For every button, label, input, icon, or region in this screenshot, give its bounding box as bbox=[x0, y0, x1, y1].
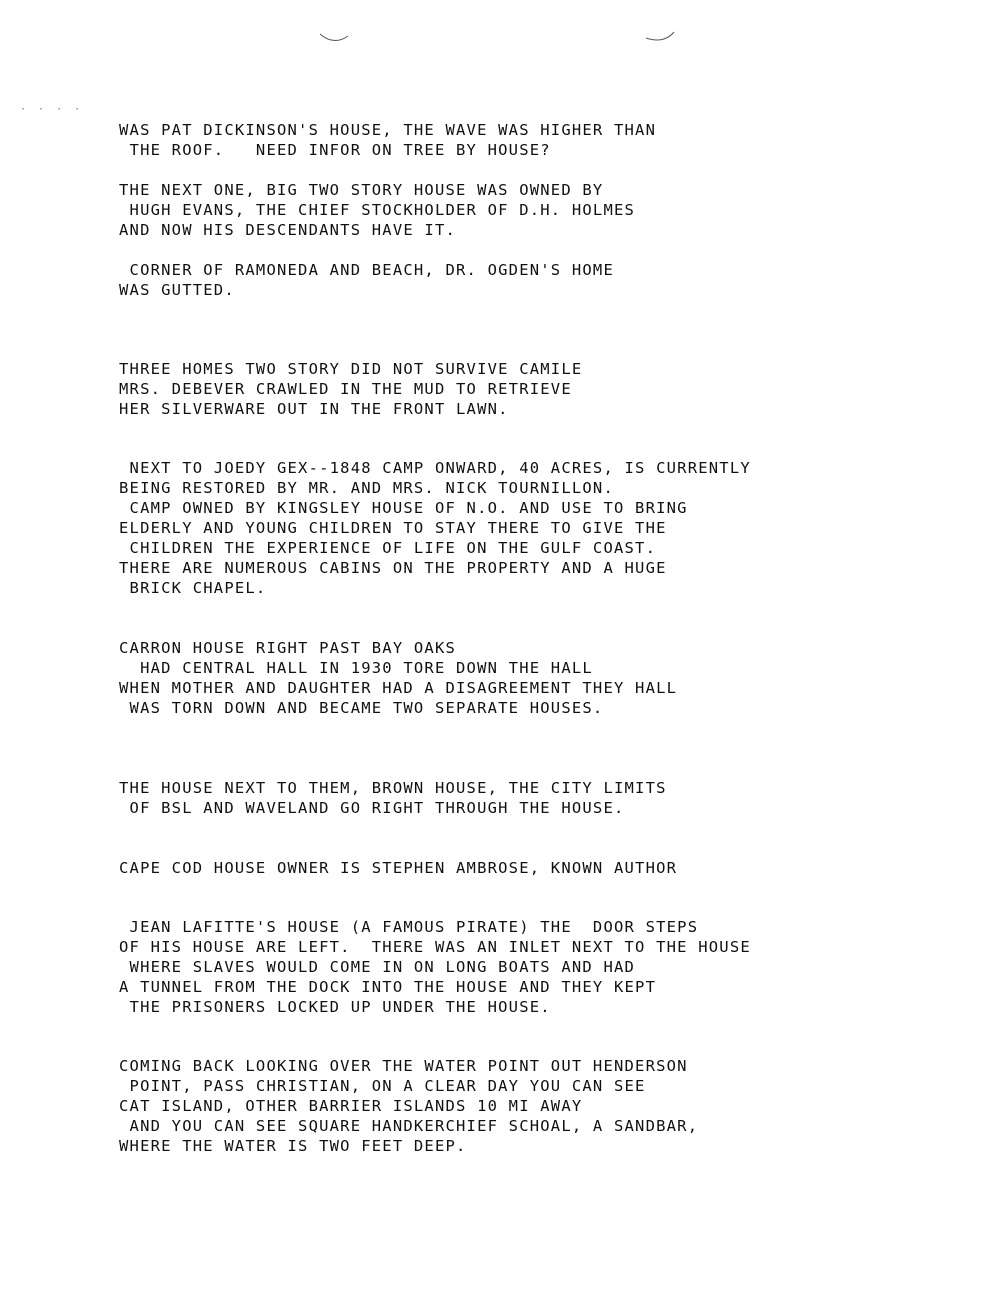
punch-hole-mark-left bbox=[318, 30, 350, 46]
text-line: WHERE THE WATER IS TWO FEET DEEP. bbox=[119, 1137, 467, 1155]
text-line: WAS TORN DOWN AND BECAME TWO SEPARATE HOUSES. bbox=[119, 699, 604, 717]
text-line: OF BSL AND WAVELAND GO RIGHT THROUGH THE HOUSE. bbox=[119, 799, 625, 817]
paragraph-lafitte bbox=[119, 917, 859, 1017]
text-line: THREE HOMES TWO STORY DID NOT SURVIVE CAMILE bbox=[119, 360, 583, 378]
text-line: THE ROOF. NEED INFOR ON TREE BY HOUSE? bbox=[119, 141, 551, 159]
text-line: BRICK CHAPEL. bbox=[119, 579, 267, 597]
text-line: MRS. DEBEVER CRAWLED IN THE MUD TO RETRIEVE bbox=[119, 380, 572, 398]
paragraph-brown-house bbox=[119, 778, 859, 818]
text-line: CAMP OWNED BY KINGSLEY HOUSE OF N.O. AND USE TO BRING bbox=[119, 499, 688, 517]
text-line: JEAN LAFITTE'S HOUSE (A FAMOUS PIRATE) THE DOOR STEPS bbox=[119, 918, 699, 936]
paragraph-henderson-point bbox=[119, 1056, 859, 1156]
punch-hole-mark-right bbox=[644, 30, 676, 46]
text-line: AND NOW HIS DESCENDANTS HAVE IT. bbox=[119, 221, 457, 239]
text-line: POINT, PASS CHRISTIAN, ON A CLEAR DAY YOU CAN SEE bbox=[119, 1077, 646, 1095]
text-line: BEING RESTORED BY MR. AND MRS. NICK TOURNILLON. bbox=[119, 479, 614, 497]
text-line: CARRON HOUSE RIGHT PAST BAY OAKS bbox=[119, 639, 457, 657]
paragraph-camp-onward bbox=[119, 458, 859, 598]
text-line: THE NEXT ONE, BIG TWO STORY HOUSE WAS OWNED BY bbox=[119, 181, 604, 199]
paragraph-dickinson bbox=[119, 120, 859, 160]
text-line: THE HOUSE NEXT TO THEM, BROWN HOUSE, THE CITY LIMITS bbox=[119, 779, 667, 797]
text-line: AND YOU CAN SEE SQUARE HANDKERCHIEF SCHOAL, A SANDBAR, bbox=[119, 1117, 699, 1135]
text-line: CORNER OF RAMONEDA AND BEACH, DR. OGDEN'S HOME bbox=[119, 261, 614, 279]
text-line: OF HIS HOUSE ARE LEFT. THERE WAS AN INLET NEXT TO THE HOUSE bbox=[119, 938, 751, 956]
text-line: WHERE SLAVES WOULD COME IN ON LONG BOATS AND HAD bbox=[119, 958, 636, 976]
scan-speck: · · · · bbox=[20, 104, 84, 115]
text-line: A TUNNEL FROM THE DOCK INTO THE HOUSE AND THEY KEPT bbox=[119, 978, 657, 996]
paragraph-evans bbox=[119, 180, 859, 240]
text-line: THE PRISONERS LOCKED UP UNDER THE HOUSE. bbox=[119, 998, 551, 1016]
text-line: CHILDREN THE EXPERIENCE OF LIFE ON THE GULF COAST. bbox=[119, 539, 657, 557]
text-line: WHEN MOTHER AND DAUGHTER HAD A DISAGREEMENT THEY HALL bbox=[119, 679, 678, 697]
text-line: NEXT TO JOEDY GEX--1848 CAMP ONWARD, 40 ACRES, IS CURRENTLY bbox=[119, 459, 751, 477]
text-line: HUGH EVANS, THE CHIEF STOCKHOLDER OF D.H. HOLMES bbox=[119, 201, 636, 219]
text-line: WAS PAT DICKINSON'S HOUSE, THE WAVE WAS HIGHER THAN bbox=[119, 121, 657, 139]
text-line: THERE ARE NUMEROUS CABINS ON THE PROPERTY AND A HUGE bbox=[119, 559, 667, 577]
text-line: HAD CENTRAL HALL IN 1930 TORE DOWN THE HALL bbox=[119, 659, 593, 677]
text-line: ELDERLY AND YOUNG CHILDREN TO STAY THERE TO GIVE THE bbox=[119, 519, 667, 537]
text-line: HER SILVERWARE OUT IN THE FRONT LAWN. bbox=[119, 400, 509, 418]
paragraph-carron-house bbox=[119, 638, 859, 718]
paragraph-three-homes bbox=[119, 359, 859, 419]
text-line: CAPE COD HOUSE OWNER IS STEPHEN AMBROSE, KNOWN AUTHOR bbox=[119, 859, 678, 877]
text-line: COMING BACK LOOKING OVER THE WATER POINT OUT HENDERSON bbox=[119, 1057, 688, 1075]
paragraph-cape-cod bbox=[119, 858, 859, 878]
text-line: CAT ISLAND, OTHER BARRIER ISLANDS 10 MI AWAY bbox=[119, 1097, 583, 1115]
text-line: WAS GUTTED. bbox=[119, 281, 235, 299]
paragraph-ogden bbox=[119, 260, 859, 300]
